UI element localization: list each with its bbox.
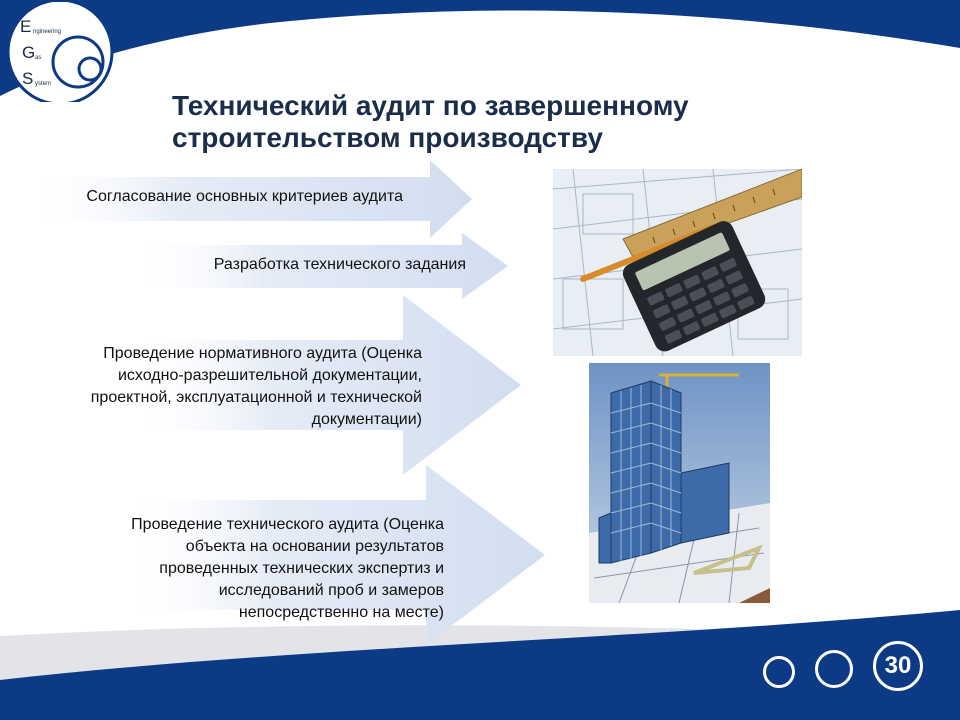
step-4-line: непосредственно на месте) xyxy=(238,604,444,621)
step-3-line: исходно-разрешительной документации, xyxy=(117,367,422,384)
title-line-1: Технический аудит по завершенному xyxy=(172,90,689,121)
step-4-line: Проведение технического аудита (Оценка xyxy=(131,516,444,533)
nav-circle-1 xyxy=(763,656,795,688)
logo-word-gas: as xyxy=(35,55,42,61)
step-4-line: исследований проб и замеров xyxy=(218,582,444,599)
slide-title xyxy=(172,90,812,154)
logo-letter-g: G xyxy=(22,43,36,62)
logo-letter-s: S xyxy=(22,69,34,88)
step-4-line: проведенных технических экспертиз и xyxy=(159,560,444,577)
building-illustration xyxy=(589,363,770,603)
step-4-text xyxy=(40,514,444,624)
step-3-line: проектной, эксплуатационной и технической xyxy=(90,389,422,406)
step-3-line: документации) xyxy=(311,411,422,428)
step-4-line: объекта на основании результатов xyxy=(185,538,444,555)
step-3-text xyxy=(20,343,422,431)
top-navy-band xyxy=(0,0,960,96)
step-3-line: Проведение нормативного аудита (Оценка xyxy=(103,345,422,362)
step-2-text: Разработка технического задания xyxy=(213,256,466,273)
logo-letter-e: E xyxy=(20,17,32,36)
calculator-photo xyxy=(553,169,802,356)
company-logo xyxy=(2,2,120,102)
logo-word-system: ystem xyxy=(35,81,52,87)
title-line-2: строительством производству xyxy=(172,122,603,153)
step-1-text: Согласование основных критериев аудита xyxy=(86,188,403,205)
logo-word-engineering: ngineering xyxy=(33,29,62,35)
nav-circle-2 xyxy=(815,650,853,688)
building-photo xyxy=(589,363,770,603)
calculator-illustration xyxy=(553,169,802,356)
page-number: 30 xyxy=(873,641,923,691)
